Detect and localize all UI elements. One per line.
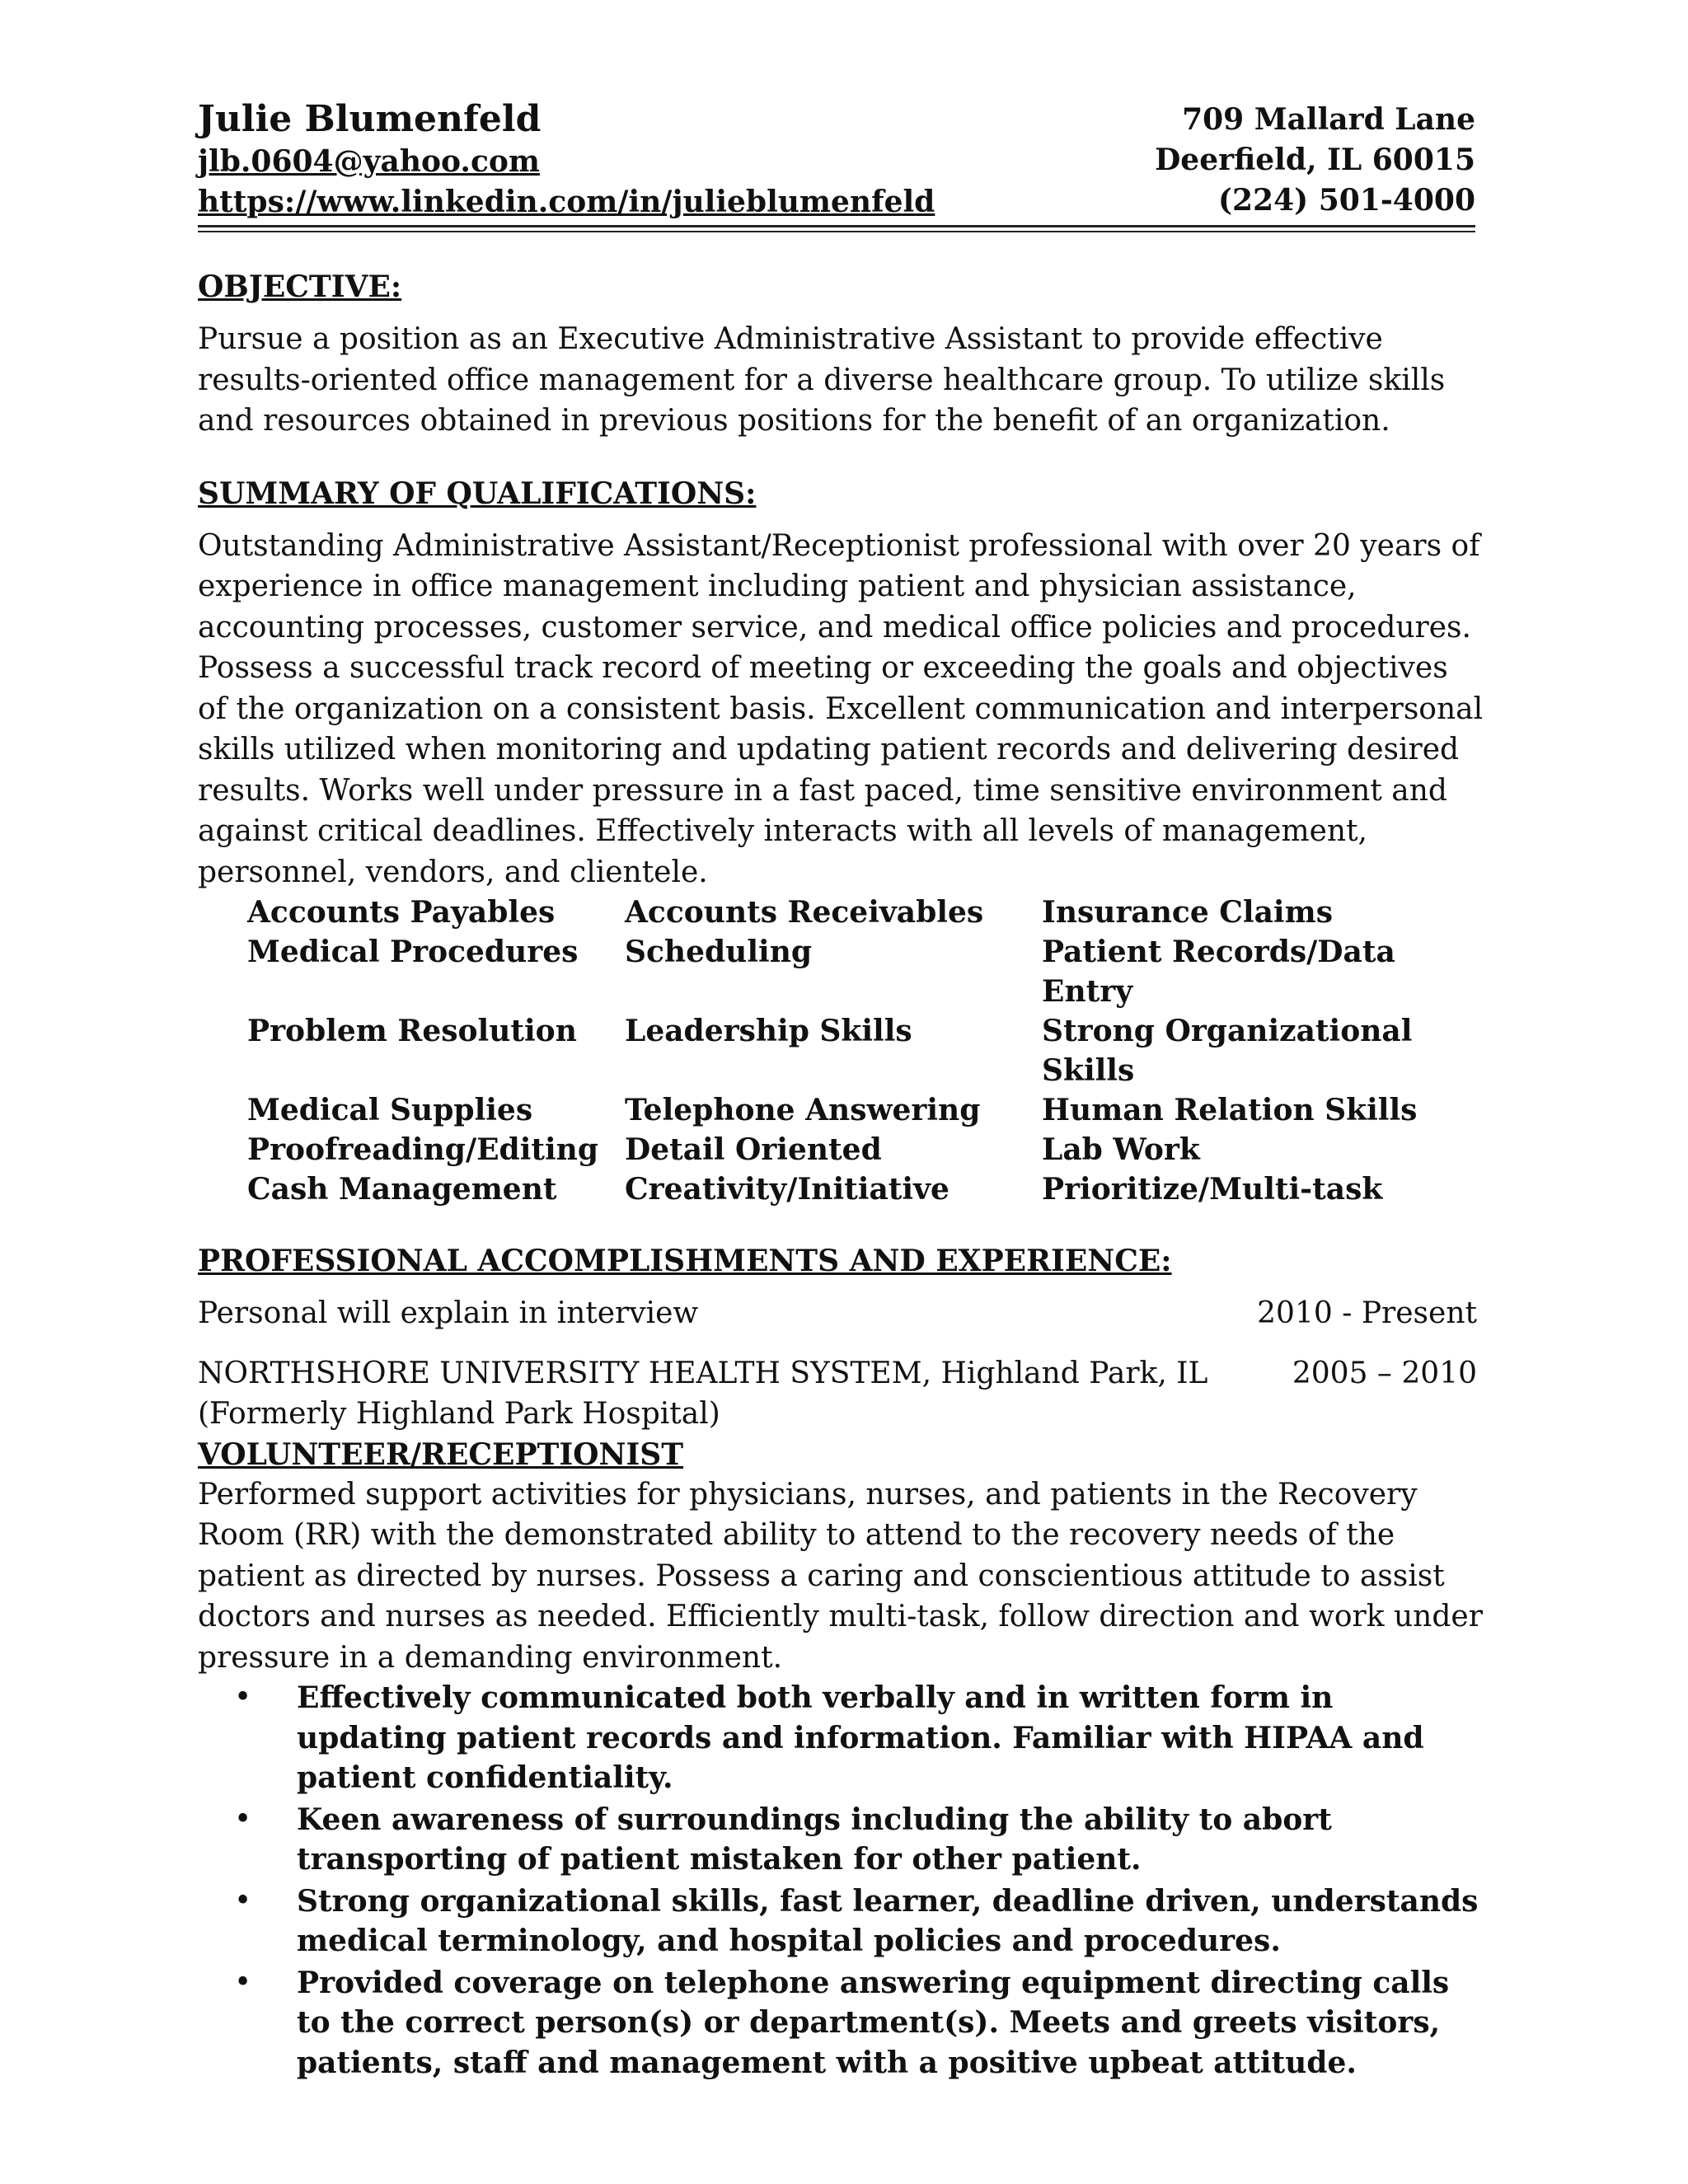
skill-item: Insurance Claims <box>1042 895 1333 930</box>
personal-entry <box>198 1293 1484 1333</box>
skill-item: Accounts Receivables <box>625 895 984 930</box>
linkedin-link[interactable]: https://www.linkedin.com/in/julieblumenfeld <box>198 185 935 219</box>
bullet-icon: • <box>234 1802 252 1836</box>
list-item <box>198 1963 1484 2083</box>
skill-item: Prioritize/Multi-task <box>1042 1172 1383 1207</box>
skills-grid <box>247 893 1484 1209</box>
list-item <box>198 1678 1484 1798</box>
list-item <box>198 1882 1484 1961</box>
job-header <box>198 1353 1484 1394</box>
address-line-1: 709 Mallard Lane <box>1182 102 1475 137</box>
personal-entry-text: Personal will explain in interview <box>198 1296 699 1330</box>
header-divider <box>198 225 1475 227</box>
skill-item: Medical Supplies <box>247 1093 533 1127</box>
skill-item: Medical Procedures <box>247 935 579 969</box>
summary-text: Outstanding Administrative Assistant/Receptionist professional with over 20 years of experience in office management including patient and physician assistance, accounting processes, customer service, and medical office policies and procedures. Possess a successful track record of meeting or exceeding the goals and objectives of the organization on a consistent basis. Excellent communication and interpersonal skills utilized when monitoring and updating patient records and delivering desired results. Works well under pressure in a fast paced, time sensitive environment and against critical deadlines. Effectively interacts with all levels of management, personnel, vendors, and clientele. <box>198 528 1484 889</box>
skill-item: Leadership Skills <box>625 1014 912 1048</box>
email-link[interactable]: jlb.0604@yahoo.com <box>198 144 540 179</box>
bullet-icon: • <box>234 1965 252 1999</box>
header-right <box>1155 97 1475 221</box>
job-employer: NORTHSHORE UNIVERSITY HEALTH SYSTEM, Highland Park, IL <box>198 1357 1208 1390</box>
objective-text: Pursue a position as an Executive Administrative Assistant to provide effective results-oriented office management for a diverse healthcare group. To utilize skills and resources obtained in previous positions for the benefit of an organization. <box>198 322 1446 438</box>
list-item <box>198 1800 1484 1880</box>
bullet-text: Keen awareness of surroundings including the ability to abort transporting of patient mistaken for other patient. <box>297 1802 1332 1877</box>
skill-item: Detail Oriented <box>625 1132 882 1167</box>
resume-body <box>198 268 1484 2084</box>
summary-heading: SUMMARY OF QUALIFICATIONS: <box>198 476 757 511</box>
bullet-icon: • <box>234 1883 252 1918</box>
job-position: VOLUNTEER/RECEPTIONIST <box>198 1436 684 1472</box>
skill-item: Creativity/Initiative <box>625 1172 950 1207</box>
skill-item: Strong Organizational Skills <box>1042 1014 1413 1088</box>
skill-item: Cash Management <box>247 1172 557 1207</box>
skill-item: Scheduling <box>625 935 813 969</box>
bullet-text: Strong organizational skills, fast learner, deadline driven, understands medical terminology, and hospital policies and procedures. <box>297 1883 1479 1958</box>
skill-item: Patient Records/Data Entry <box>1042 935 1395 1009</box>
phone-number: (224) 501-4000 <box>1217 183 1475 218</box>
experience-heading: PROFESSIONAL ACCOMPLISHMENTS AND EXPERIENCE: <box>198 1244 1172 1278</box>
personal-entry-dates: 2010 - Present <box>1257 1296 1477 1330</box>
header-divider-thin <box>198 231 1475 232</box>
bullet-text: Provided coverage on telephone answering equipment directing calls to the correct person(s) or department(s). Meets and greets visitors, patients, staff and management with a positive upbeat attitude. <box>297 1965 1450 2080</box>
skill-item: Accounts Payables <box>247 895 556 930</box>
objective-heading: OBJECTIVE: <box>198 269 402 304</box>
job-bullets <box>198 1678 1484 2083</box>
skill-item: Lab Work <box>1042 1132 1200 1167</box>
skill-item: Human Relation Skills <box>1042 1093 1418 1127</box>
bullet-icon: • <box>234 1680 252 1714</box>
job-former-name: (Formerly Highland Park Hospital) <box>198 1397 720 1431</box>
header-left <box>198 97 935 223</box>
candidate-name: Julie Blumenfeld <box>198 98 542 140</box>
skill-item: Problem Resolution <box>247 1014 577 1048</box>
job-description: Performed support activities for physicians, nurses, and patients in the Recovery Room (RR) with the demonstrated ability to attend to the recovery needs of the patient as directed by nurses. Possess a caring and conscientious attitude to assist doctors and nurses as needed. Efficiently multi-task, follow direction and work under pressure in a demanding environment. <box>198 1477 1483 1675</box>
address-line-2: Deerfield, IL 60015 <box>1155 143 1475 177</box>
skill-item: Telephone Answering <box>625 1093 981 1127</box>
bullet-text: Effectively communicated both verbally and in written form in updating patient records and information. Familiar with HIPAA and patient confidentiality. <box>297 1680 1424 1795</box>
skill-item: Proofreading/Editing <box>247 1132 599 1167</box>
job-dates: 2005 – 2010 <box>1292 1357 1477 1390</box>
